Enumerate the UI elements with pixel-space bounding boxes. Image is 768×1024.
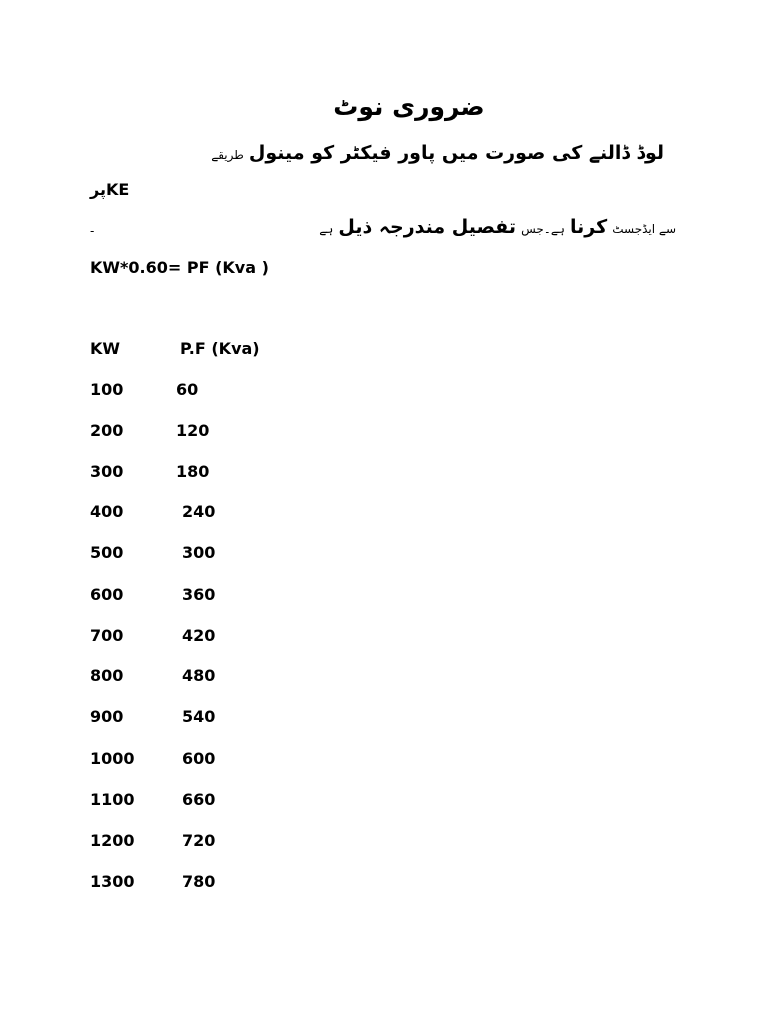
- table-cell-pf: 420: [182, 626, 216, 645]
- table-cell-kw: 500: [90, 543, 124, 562]
- note-line-1-bold: لوڈ ڈالنے کی صورت میں پاور فیکٹر کو مینول: [248, 142, 664, 164]
- table-cell-kw: 400: [90, 502, 124, 521]
- note-line-2: KEپر: [90, 180, 130, 199]
- table-cell-pf: 300: [182, 543, 216, 562]
- table-cell-kw: 1000: [90, 749, 135, 768]
- note-line-3-small-a: سے ایڈجسٹ: [612, 222, 676, 236]
- table-cell-kw: 600: [90, 585, 124, 604]
- table-cell-pf: 480: [182, 666, 216, 685]
- table-cell-kw: 900: [90, 707, 124, 726]
- table-cell-kw: 700: [90, 626, 124, 645]
- table-header-pf: P.F (Kva): [180, 339, 260, 358]
- note-line-3-small-b: ہے۔جس: [521, 222, 565, 236]
- table-cell-kw: 1300: [90, 872, 135, 891]
- table-cell-kw: 300: [90, 462, 124, 481]
- table-cell-pf: 60: [176, 380, 199, 399]
- table-cell-kw: 100: [90, 380, 124, 399]
- note-line-3-bold-a: کرنا: [569, 216, 608, 238]
- note-line-1-small: طریقے: [211, 148, 244, 162]
- table-cell-pf: 720: [182, 831, 216, 850]
- note-line-1: [211, 142, 664, 164]
- table-cell-pf: 660: [182, 790, 216, 809]
- note-dot: -: [90, 224, 95, 238]
- table-cell-kw: 200: [90, 421, 124, 440]
- table-cell-kw: 1200: [90, 831, 135, 850]
- table-cell-pf: 240: [182, 502, 216, 521]
- page-title: ضروری نوٹ: [333, 92, 485, 121]
- note-line-3: [319, 216, 676, 238]
- table-cell-pf: 360: [182, 585, 216, 604]
- table-cell-pf: 180: [176, 462, 210, 481]
- table-cell-pf: 120: [176, 421, 210, 440]
- table-cell-kw: 800: [90, 666, 124, 685]
- note-line-3-small-c: ہے: [319, 222, 334, 236]
- table-cell-pf: 780: [182, 872, 216, 891]
- formula: KW*0.60= PF (Kva ): [90, 258, 269, 277]
- table-cell-pf: 600: [182, 749, 216, 768]
- note-line-3-bold-b: تفصیل مندرجہ ذیل: [338, 216, 516, 238]
- table-cell-pf: 540: [182, 707, 216, 726]
- table-header-kw: KW: [90, 339, 121, 358]
- table-cell-kw: 1100: [90, 790, 135, 809]
